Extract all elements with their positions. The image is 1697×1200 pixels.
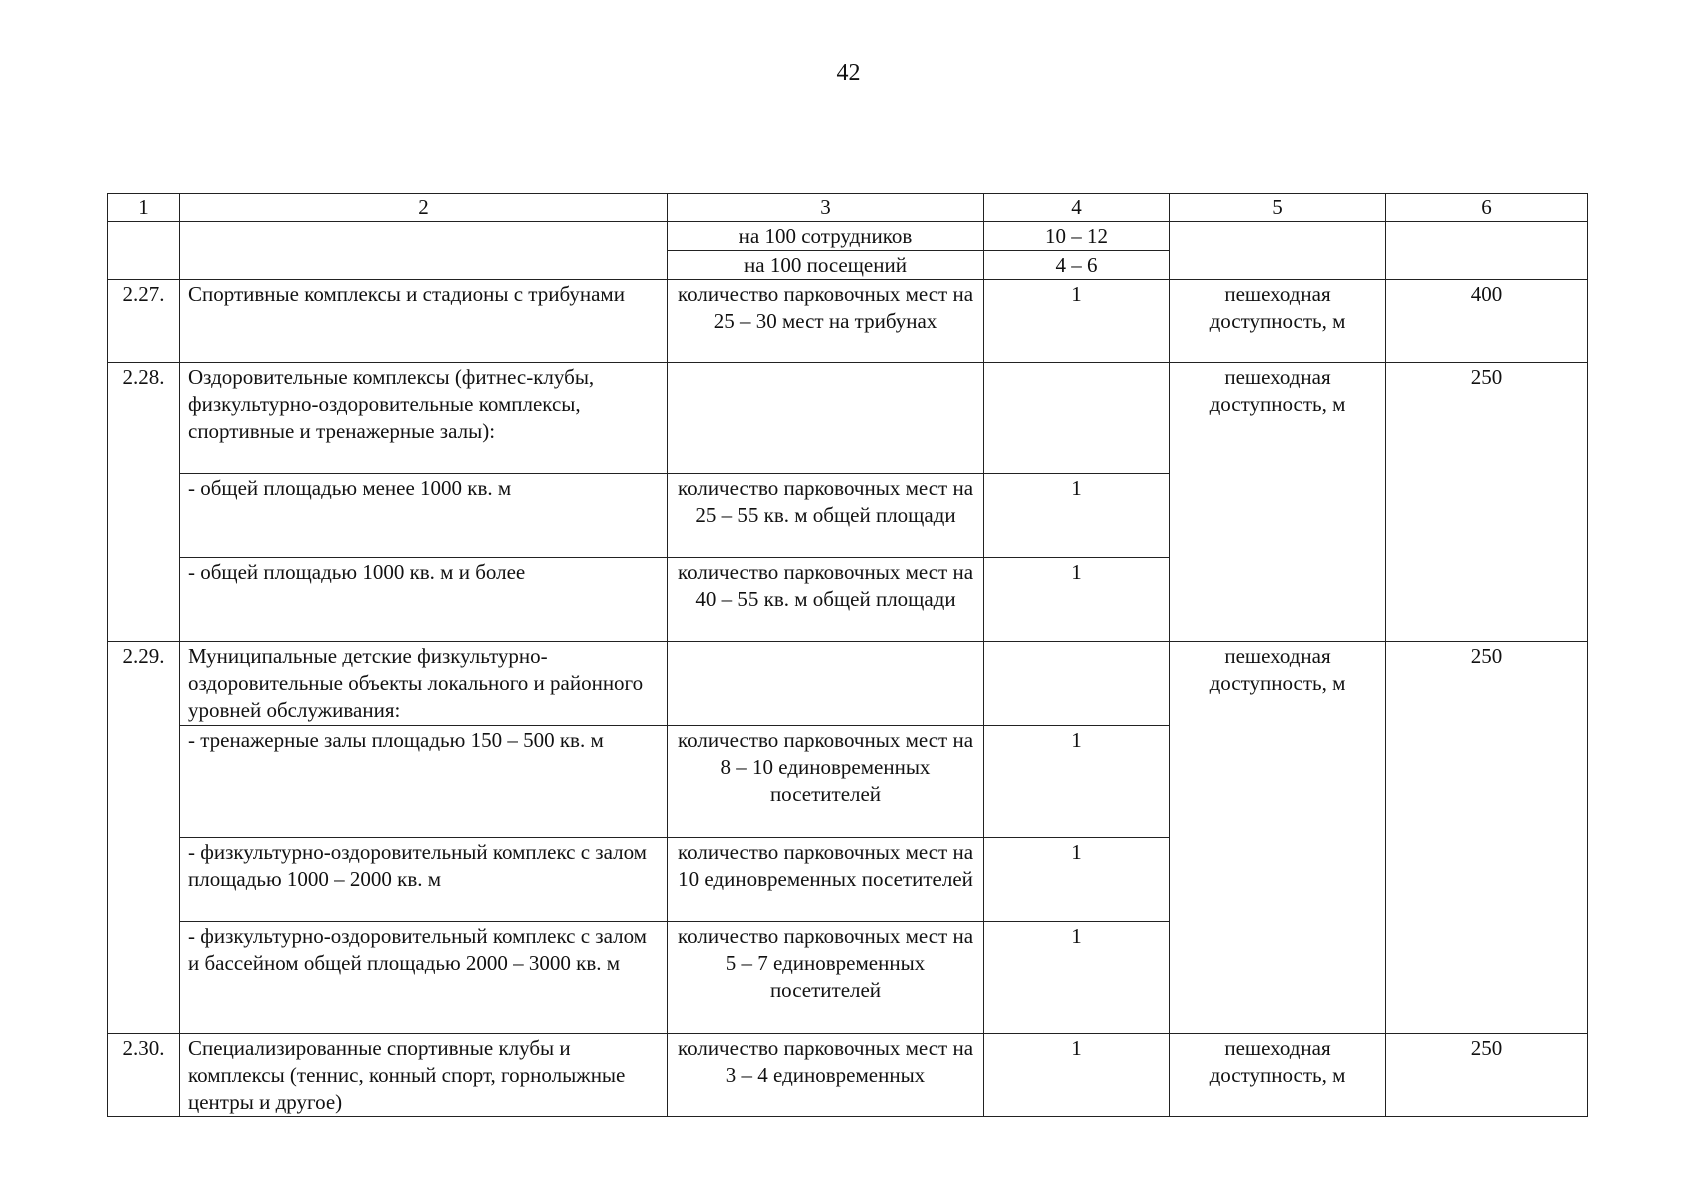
value-cell: 1 xyxy=(984,922,1170,1034)
page-number: 42 xyxy=(836,60,861,86)
unit-cell: количество парковочных мест на 3 – 4 единовременных xyxy=(668,1034,984,1117)
value-cell: 1 xyxy=(984,474,1170,558)
value-cell xyxy=(984,642,1170,726)
distance-cell xyxy=(1386,222,1588,280)
object-name: Спортивные комплексы и стадионы с трибунами xyxy=(180,280,668,363)
row-number: 2.28. xyxy=(108,363,180,642)
value-cell: 1 xyxy=(984,838,1170,922)
object-name: - общей площадью менее 1000 кв. м xyxy=(180,474,668,558)
unit-cell: количество парковочных мест на 25 – 30 мест на трибунах xyxy=(668,280,984,363)
unit-cell: количество парковочных мест на 10 единовременных посетителей xyxy=(668,838,984,922)
column-number: 4 xyxy=(984,194,1170,222)
object-name-cell xyxy=(180,222,668,280)
object-name: - общей площадью 1000 кв. м и более xyxy=(180,558,668,642)
unit-cell: количество парковочных мест на 25 – 55 кв. м общей площади xyxy=(668,474,984,558)
value-cell: 1 xyxy=(984,726,1170,838)
parking-norms-table xyxy=(107,193,1588,1117)
distance-cell: 250 xyxy=(1386,1034,1588,1117)
object-name: Муниципальные детские физкультурно-оздоровительные объекты локального и районного уровней обслуживания: xyxy=(180,642,668,726)
unit-cell: количество парковочных мест на 5 – 7 единовременных посетителей xyxy=(668,922,984,1034)
access-cell: пешеходная доступность, м xyxy=(1170,642,1386,1034)
value-cell xyxy=(984,363,1170,474)
distance-cell: 250 xyxy=(1386,363,1588,642)
value-cell: 1 xyxy=(984,558,1170,642)
column-number-row xyxy=(108,194,1588,222)
access-cell: пешеходная доступность, м xyxy=(1170,280,1386,363)
object-name: Оздоровительные комплексы (фитнес-клубы, физкультурно-оздоровительные комплексы, спортивные и тренажерные залы): xyxy=(180,363,668,474)
access-cell: пешеходная доступность, м xyxy=(1170,363,1386,642)
unit-cell: количество парковочных мест на 40 – 55 кв. м общей площади xyxy=(668,558,984,642)
table-row xyxy=(108,642,1588,726)
table-row xyxy=(108,1034,1588,1117)
row-number-cell xyxy=(108,222,180,280)
unit-cell: количество парковочных мест на 8 – 10 единовременных посетителей xyxy=(668,726,984,838)
value-cell: 10 – 12 xyxy=(984,222,1170,251)
distance-cell: 400 xyxy=(1386,280,1588,363)
row-number: 2.30. xyxy=(108,1034,180,1117)
column-number: 3 xyxy=(668,194,984,222)
row-number: 2.29. xyxy=(108,642,180,1034)
unit-cell: на 100 посещений xyxy=(668,251,984,280)
column-number: 6 xyxy=(1386,194,1588,222)
unit-cell: на 100 сотрудников xyxy=(668,222,984,251)
value-cell: 4 – 6 xyxy=(984,251,1170,280)
table-row xyxy=(108,363,1588,474)
column-number: 2 xyxy=(180,194,668,222)
value-cell: 1 xyxy=(984,280,1170,363)
table-row xyxy=(108,280,1588,363)
access-cell xyxy=(1170,222,1386,280)
distance-cell: 250 xyxy=(1386,642,1588,1034)
column-number: 5 xyxy=(1170,194,1386,222)
object-name: - физкультурно-оздоровительный комплекс с залом площадью 1000 – 2000 кв. м xyxy=(180,838,668,922)
column-number: 1 xyxy=(108,194,180,222)
object-name: - физкультурно-оздоровительный комплекс с залом и бассейном общей площадью 2000 – 3000 кв. м xyxy=(180,922,668,1034)
object-name: Специализированные спортивные клубы и комплексы (теннис, конный спорт, горнолыжные центры и другое) xyxy=(180,1034,668,1117)
unit-cell xyxy=(668,363,984,474)
unit-cell xyxy=(668,642,984,726)
object-name: - тренажерные залы площадью 150 – 500 кв. м xyxy=(180,726,668,838)
row-number: 2.27. xyxy=(108,280,180,363)
value-cell: 1 xyxy=(984,1034,1170,1117)
access-cell: пешеходная доступность, м xyxy=(1170,1034,1386,1117)
table-row xyxy=(108,222,1588,251)
